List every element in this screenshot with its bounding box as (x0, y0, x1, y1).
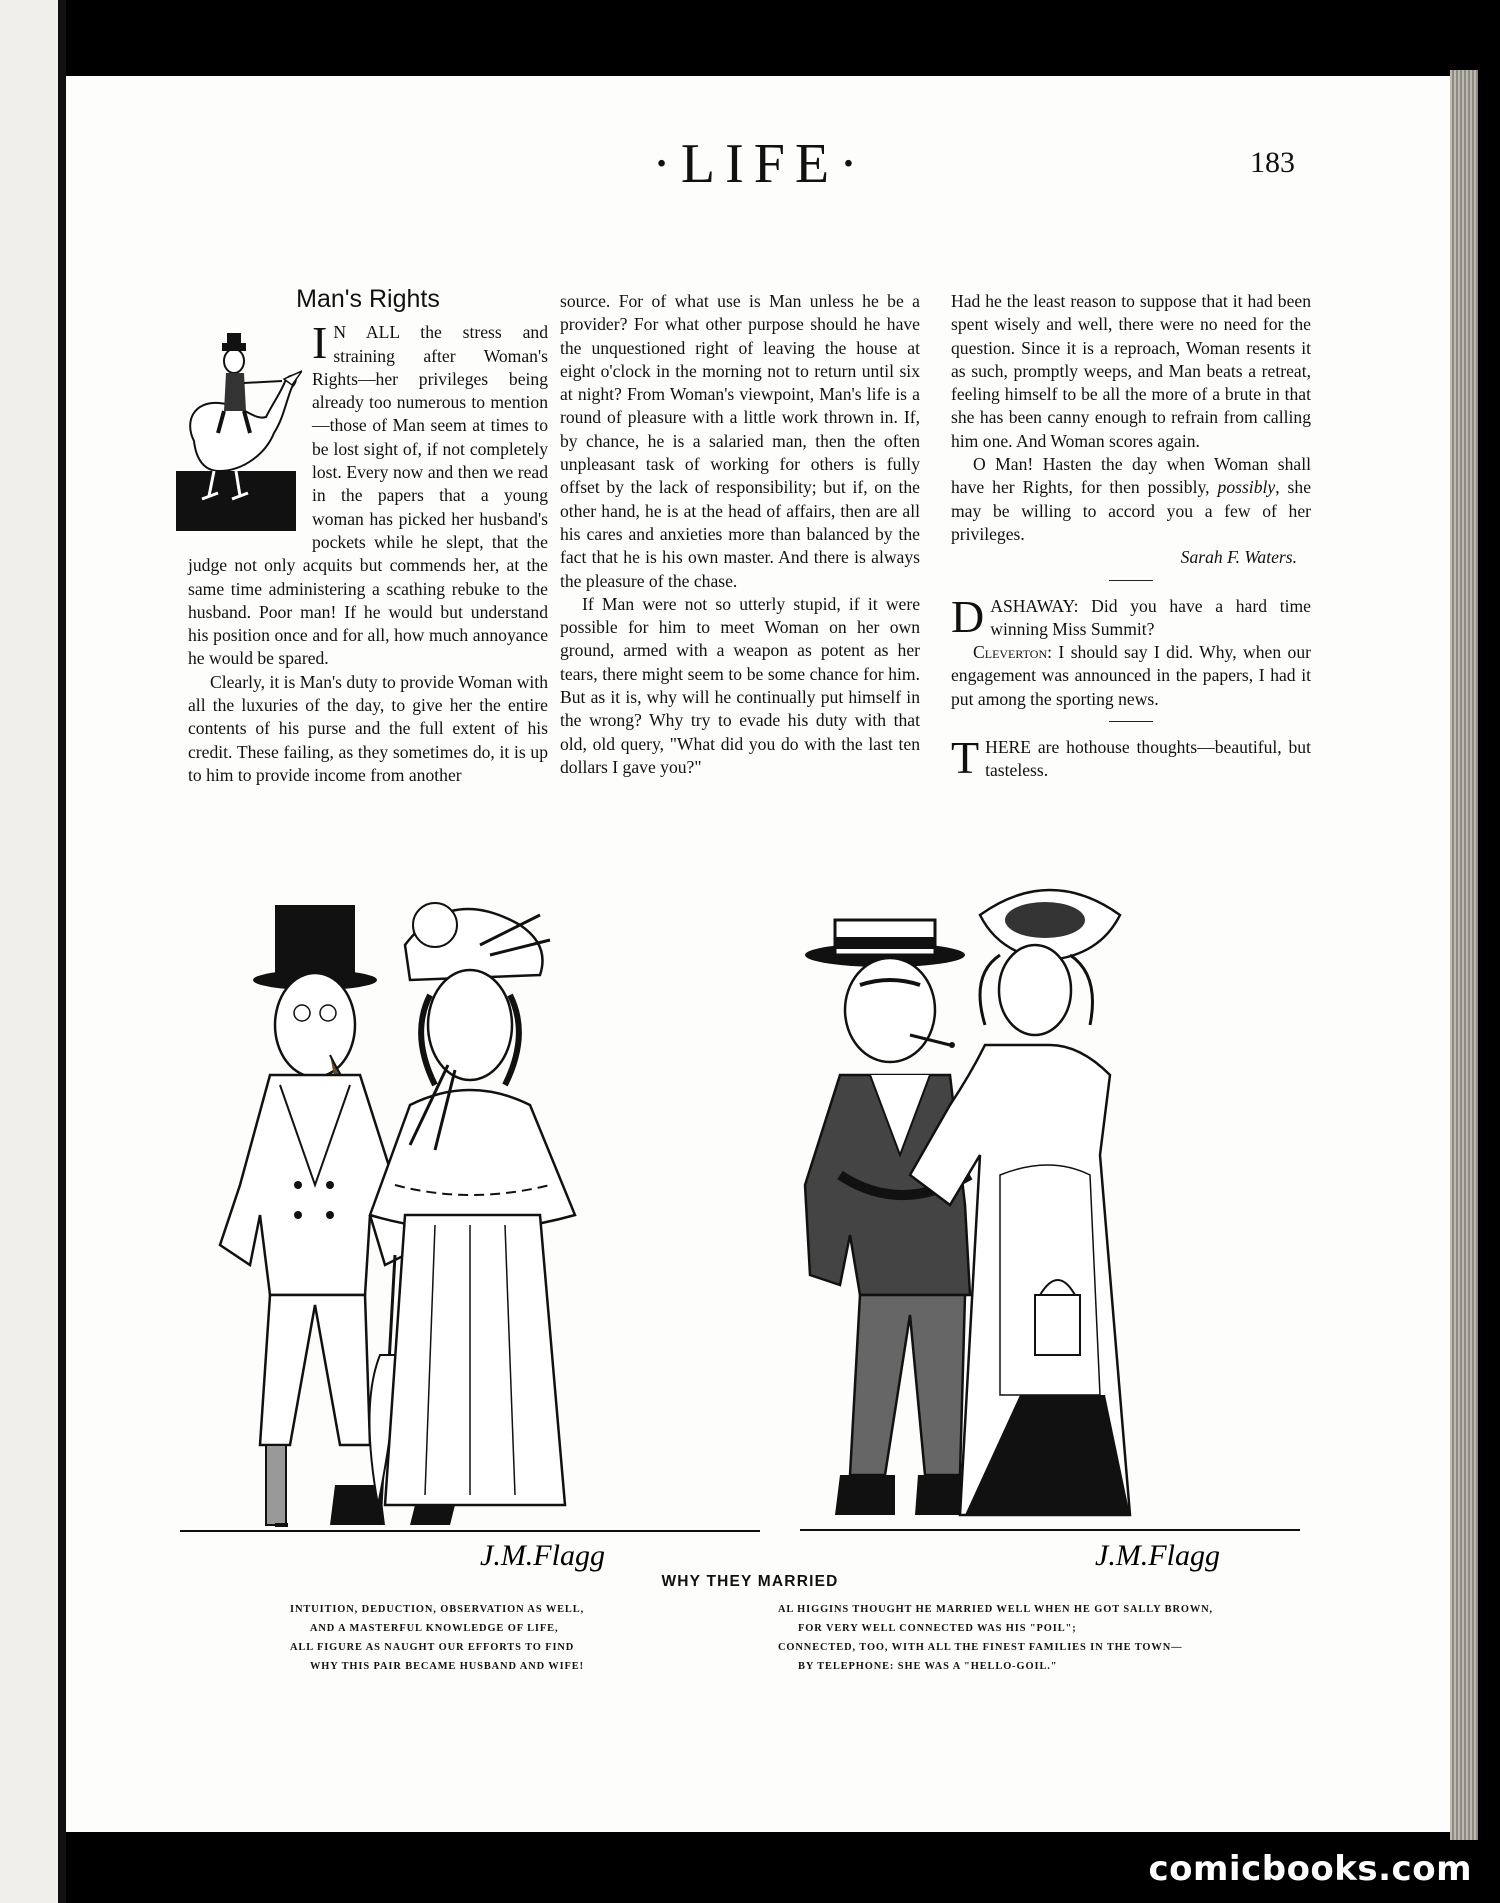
drop-cap: I (312, 317, 328, 369)
drop-cap: T (951, 732, 980, 784)
quip-text: HERE are hothouse thoughts—beautiful, but tasteless. (985, 737, 1311, 781)
watermark: comicbooks.com (1148, 1849, 1472, 1889)
cartoon-caption: WHY THEY MARRIED (661, 1573, 839, 1590)
column-3 (951, 290, 1311, 783)
dialogue-text-2: : I should say I did. Why, when our engagement was announced in the papers, I had it put among the sporting news. (951, 642, 1311, 709)
article-paragraph-6-end: , she may be willing to accord you a few of her privileges. (951, 477, 1311, 544)
verse-line: CONNECTED, TOO, WITH ALL THE FINEST FAMILIES IN THE TOWN— (778, 1642, 1183, 1653)
byline: Sarah F. Waters. (1180, 547, 1297, 568)
man-riding-goose-illustration (174, 321, 302, 539)
speaker-1: ASHAWAY (990, 595, 1074, 616)
speaker-2: Cleverton (973, 642, 1048, 663)
article-paragraph-5: Had he the least reason to suppose that it had been spent wisely and well, there were no need for the question. Since it is a reproach, Woman resents it as such, promptly weeps, and Man beats a retreat, feeling himself to be all the more of a brute in that she has been canny enough to refrain from calling him one. And Woman scores again. (951, 291, 1311, 451)
article-title: Man's Rights (296, 285, 440, 313)
verse-right (778, 1600, 1213, 1676)
dialogue-text-1: : Did you have a hard time winning Miss Summit? (990, 595, 1311, 639)
verse-line: FOR VERY WELL CONNECTED WAS HIS "POIL"; (798, 1623, 1077, 1634)
dialogue-line-1 (951, 590, 1311, 642)
section-rule (1109, 580, 1153, 581)
masthead: ·LIFE· (652, 133, 868, 195)
drop-cap: D (951, 590, 985, 642)
verse-line: ALL FIGURE AS NAUGHT OUR EFFORTS TO FIND (290, 1642, 575, 1653)
article-paragraph-2: Clearly, it is Man's duty to provide Woman with all the luxuries of the day, to give her the entire contents of his purse and the full extent of his credit. These failing, as they sometimes do, it is up to him to provide income from another (188, 671, 548, 785)
dialogue-line-2 (951, 641, 1311, 711)
verse-line: WHY THIS PAIR BECAME HUSBAND AND WIFE! (310, 1661, 584, 1672)
verse-line: AL HIGGINS THOUGHT HE MARRIED WELL WHEN HE GOT SALLY BROWN, (778, 1604, 1214, 1615)
article-paragraph-6 (951, 453, 1311, 546)
article-paragraph-4: If Man were not so utterly stupid, if it were possible for him to meet Woman on her own ground, armed with a weapon as potent as her tears, there might seem to be some chance for him. But as it is, why will he continually put himself in the wrong? Why try to evade his duty with that old, old query, "What did you do with the last ten dollars I gave you?" (560, 593, 920, 777)
facing-page-edge (0, 0, 58, 1903)
verse-line: BY TELEPHONE: SHE WAS A "HELLO-GOIL." (798, 1661, 1058, 1672)
column-2 (560, 290, 920, 779)
signature-left: J.M.Flagg (480, 1539, 605, 1572)
book-gutter (58, 0, 66, 1903)
section-rule (1109, 721, 1153, 722)
cartoon-young-couple (800, 875, 1300, 1575)
verse-line: AND A MASTERFUL KNOWLEDGE OF LIFE, (310, 1623, 559, 1634)
cartoon-old-couple (180, 885, 760, 1575)
article-paragraph-6-emphasis: possibly (1217, 477, 1276, 498)
article-paragraph-1-text: N ALL the stress and straining after Woman's Rights—her privileges being already too numerous to mention—those of Man seem at times to be lost sight of, if not completely lost. Every now and then we read in the papers that a young woman has picked her husband's pockets while he slept, that the judge not only acquits but commends her, at the same time administering a scathing rebuke to the husband. Poor man! If he would but understand his position once and for all, how much annoyance he would be spared. (188, 322, 548, 669)
signature-right: J.M.Flagg (1095, 1539, 1220, 1572)
page-number: 183 (1250, 146, 1295, 179)
quip (951, 732, 1311, 784)
column-1 (188, 220, 548, 787)
article-paragraph-3: source. For of what use is Man unless he be a provider? For what other purpose should he have the unquestioned right of leaving the house at eight o'clock in the morning not to return until six at night? From Woman's viewpoint, Man's life is a round of pleasure with a little work thrown in. If, by chance, he is a salaried man, then the often unpleasant task of working for others is fully offset by the lack of responsibility; but if, on the other hand, he is at the head of affairs, then are all his cares and anxieties more than balanced by the fact that he is his own master. And there is always the pleasure of the chase. (560, 291, 920, 591)
verse-left (290, 1600, 584, 1676)
article-paragraph-6-start: O Man! Hasten the day when Woman shall have her Rights, for then possibly, (951, 454, 1311, 498)
verse-line: INTUITION, DEDUCTION, OBSERVATION AS WELL, (290, 1604, 585, 1615)
